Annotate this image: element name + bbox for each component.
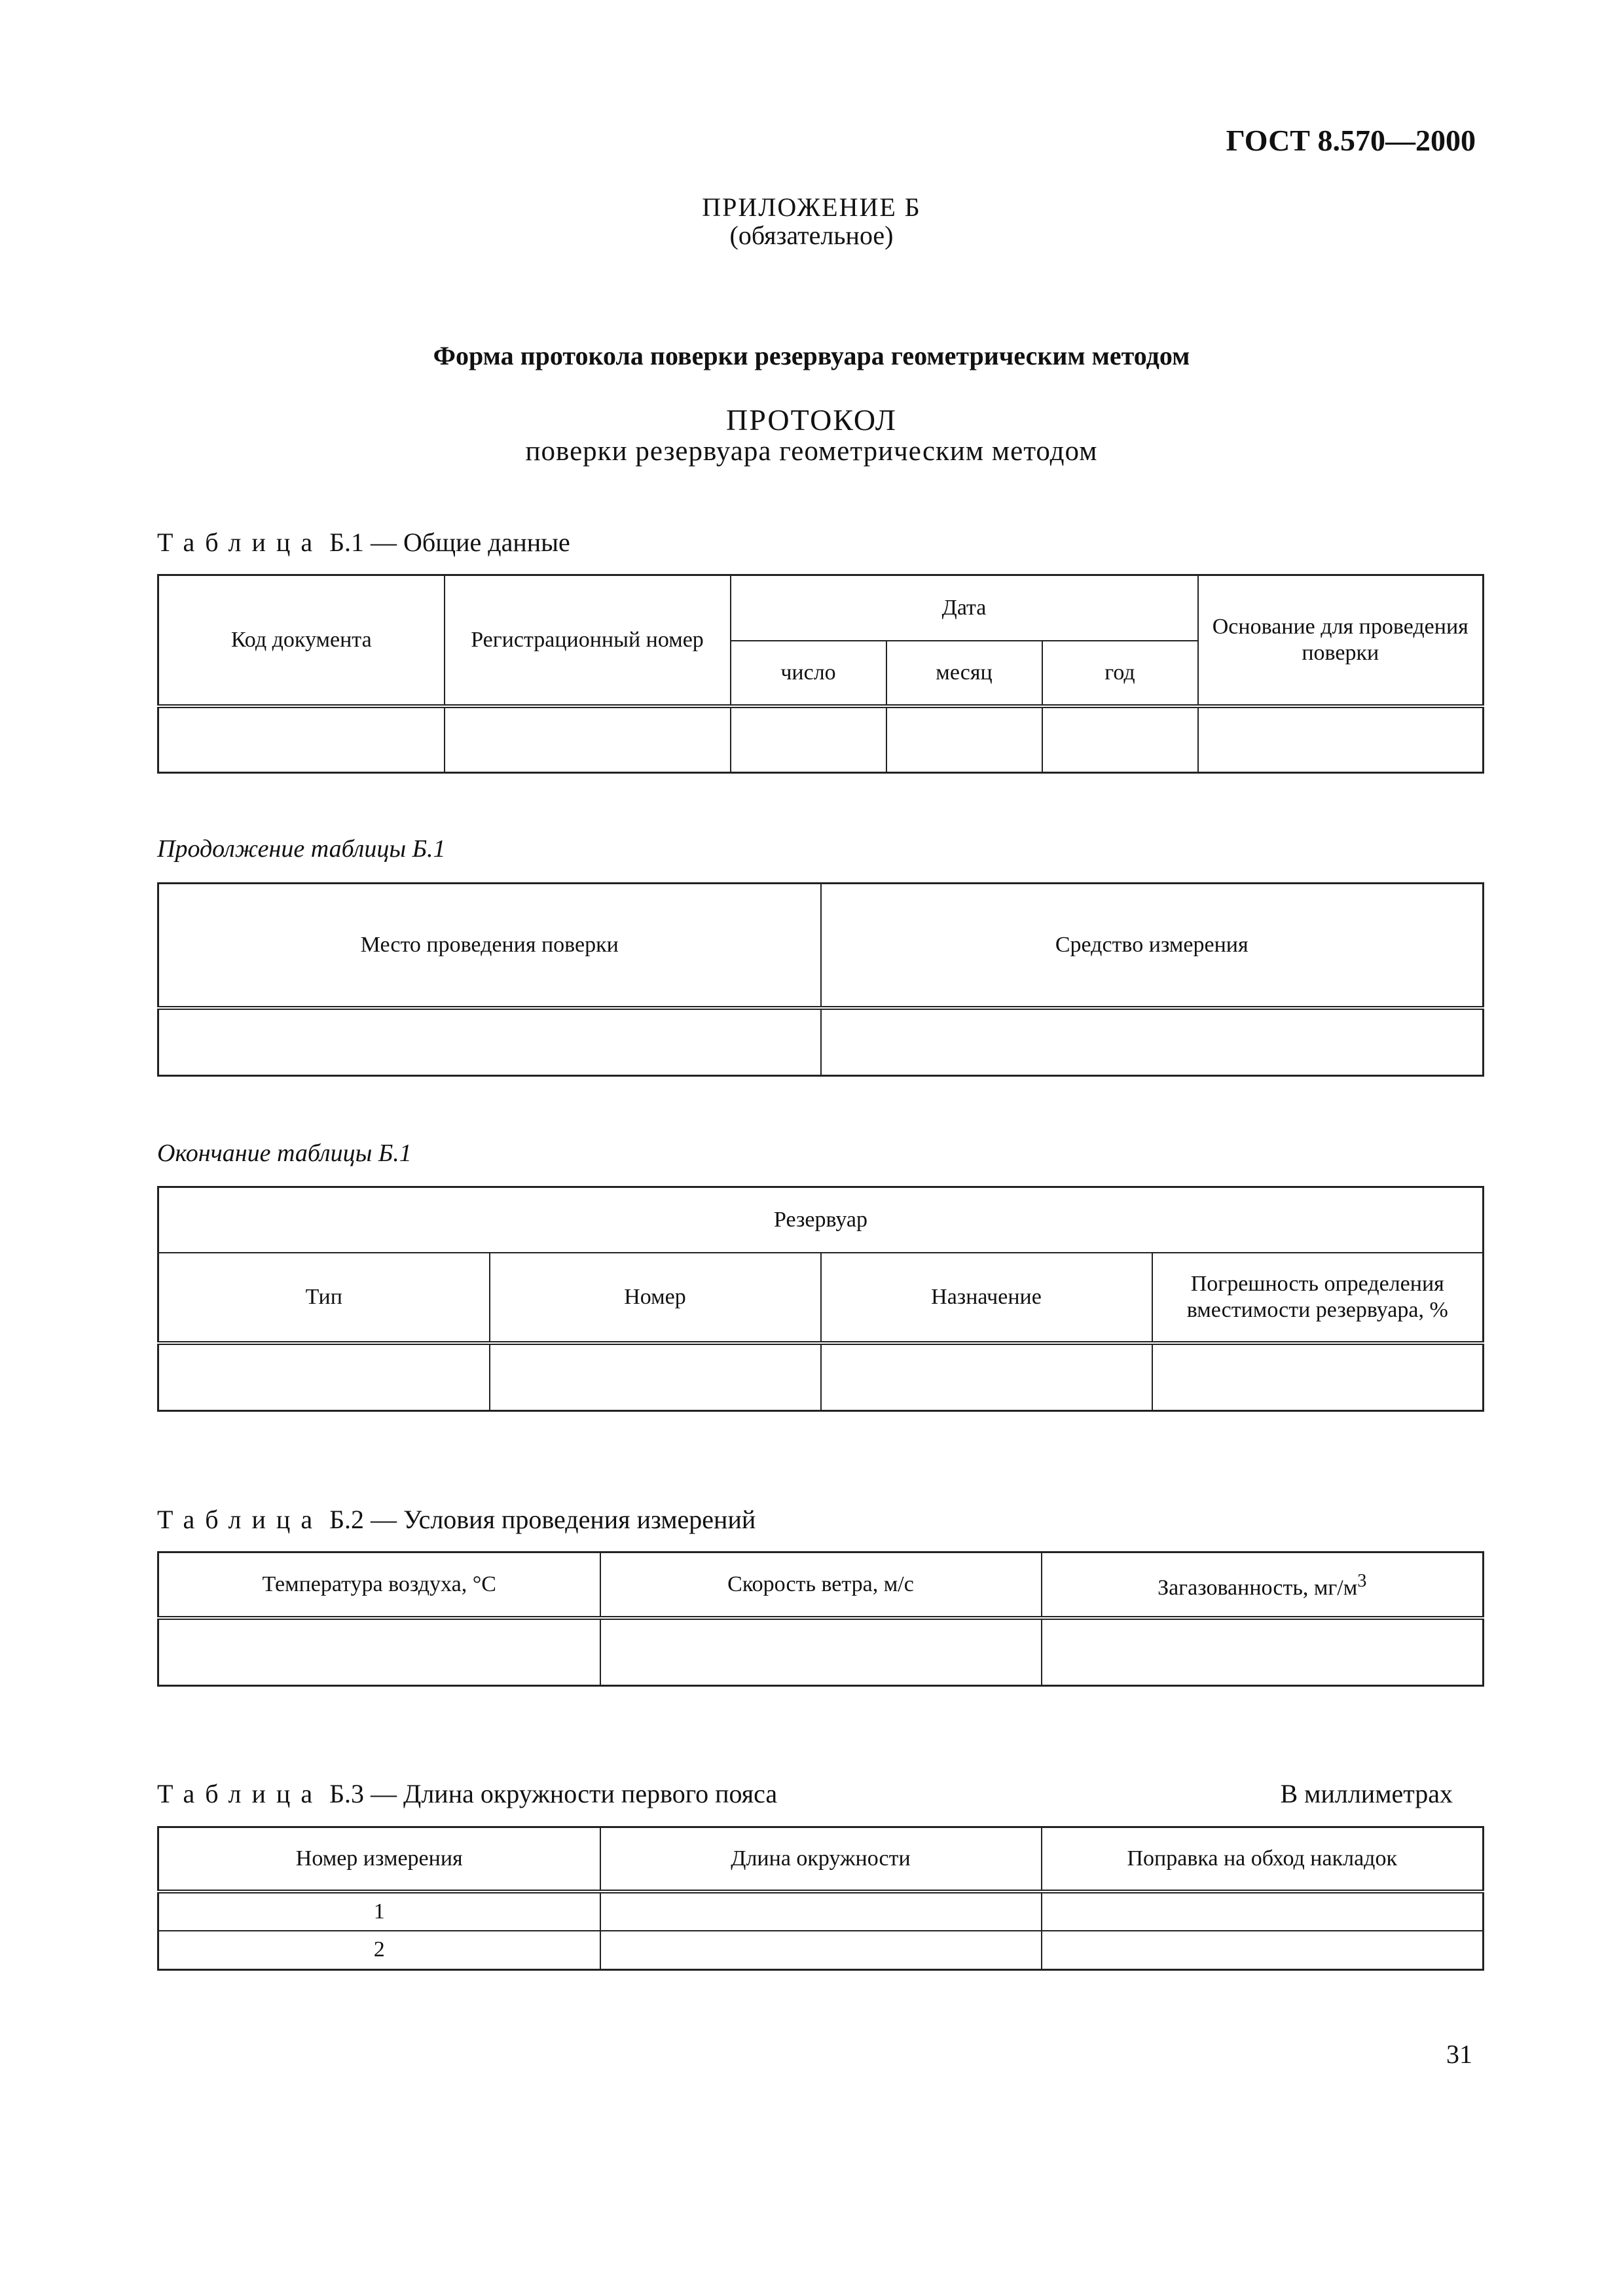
- table-b1-end-caption: Окончание таблицы Б.1: [157, 1139, 412, 1167]
- table-b3-units: В миллиметрах: [1280, 1779, 1453, 1808]
- table-row: [158, 1931, 1484, 1970]
- cell-error[interactable]: [1152, 1343, 1484, 1411]
- th-type: Тип: [158, 1253, 490, 1343]
- th-date: Дата: [731, 575, 1198, 641]
- th-doc-code: Код документа: [158, 575, 445, 706]
- form-title: Форма протокола поверки резервуара геометрическим методом: [433, 341, 1190, 370]
- table-b2-caption-word: Таблица: [157, 1505, 323, 1534]
- cell-basis[interactable]: [1198, 706, 1484, 773]
- th-wind: Скорость ветра, м/с: [600, 1552, 1042, 1618]
- th-gas: [1042, 1552, 1484, 1618]
- th-error: Погрешность определения вместимости резервуара, %: [1152, 1253, 1484, 1343]
- table-b2: [157, 1551, 1484, 1687]
- th-basis: Основание для проведения поверки: [1198, 575, 1484, 706]
- table-b3-caption-word: Таблица: [157, 1779, 323, 1808]
- table-b2-caption-text: Б.2 — Условия проведения измерений: [329, 1505, 756, 1534]
- annex-title: ПРИЛОЖЕНИЕ Б: [702, 192, 921, 222]
- cell-place[interactable]: [158, 1008, 821, 1076]
- protocol-title: ПРОТОКОЛ: [726, 403, 897, 437]
- cell-month[interactable]: [886, 706, 1042, 773]
- cell-doc-code[interactable]: [158, 706, 445, 773]
- table-b1-caption: [157, 527, 570, 558]
- th-instrument: Средство измерения: [821, 884, 1484, 1008]
- protocol-subtitle: поверки резервуара геометрическим методом: [525, 436, 1098, 467]
- th-month: месяц: [886, 641, 1042, 706]
- table-b1-caption-word: Таблица: [157, 528, 323, 557]
- cell-correction[interactable]: [1042, 1931, 1484, 1970]
- cell-circ[interactable]: [600, 1931, 1042, 1970]
- cell-gas[interactable]: [1042, 1618, 1484, 1686]
- table-b1-cont: [157, 882, 1484, 1077]
- standard-number: ГОСТ 8.570—2000: [1226, 124, 1476, 157]
- annex-subtitle: (обязательное): [729, 221, 894, 250]
- table-b2-caption: [157, 1504, 756, 1535]
- th-circ: Длина окружности: [600, 1827, 1042, 1892]
- cell-year[interactable]: [1042, 706, 1198, 773]
- cell-type[interactable]: [158, 1343, 490, 1411]
- table-row: [158, 1618, 1484, 1686]
- page-number: 31: [1446, 2039, 1472, 2069]
- table-b3-caption: [157, 1778, 777, 1809]
- table-row: [158, 1343, 1484, 1411]
- th-number: Номер: [490, 1253, 821, 1343]
- table-b1-cont-caption: Продолжение таблицы Б.1: [157, 835, 446, 863]
- table-b3: [157, 1826, 1484, 1971]
- table-row: [158, 706, 1484, 773]
- th-place: Место проведения поверки: [158, 884, 821, 1008]
- cell-number[interactable]: [490, 1343, 821, 1411]
- cell-instrument[interactable]: [821, 1008, 1484, 1076]
- cell-wind[interactable]: [600, 1618, 1042, 1686]
- table-b1-end: [157, 1186, 1484, 1412]
- th-gas-superscript: 3: [1357, 1570, 1367, 1591]
- cell-meas-no: 2: [158, 1931, 600, 1970]
- th-meas-no: Номер измерения: [158, 1827, 600, 1892]
- cell-reg-number[interactable]: [445, 706, 731, 773]
- cell-purpose[interactable]: [821, 1343, 1152, 1411]
- cell-air-temp[interactable]: [158, 1618, 600, 1686]
- th-day: число: [731, 641, 886, 706]
- cell-circ[interactable]: [600, 1892, 1042, 1931]
- th-purpose: Назначение: [821, 1253, 1152, 1343]
- th-tank: Резервуар: [158, 1187, 1484, 1253]
- table-row: [158, 1892, 1484, 1931]
- cell-day[interactable]: [731, 706, 886, 773]
- cell-meas-no: 1: [158, 1892, 600, 1931]
- th-reg-number: Регистрационный номер: [445, 575, 731, 706]
- table-b1: [157, 574, 1484, 774]
- th-air-temp: Температура воздуха, °С: [158, 1552, 600, 1618]
- table-b3-caption-text: Б.3 — Длина окружности первого пояса: [329, 1779, 778, 1808]
- table-b1-caption-text: Б.1 — Общие данные: [329, 528, 570, 557]
- th-correction: Поправка на обход накладок: [1042, 1827, 1484, 1892]
- table-row: [158, 1008, 1484, 1076]
- th-gas-label: Загазованность, мг/м: [1158, 1575, 1358, 1600]
- cell-correction[interactable]: [1042, 1892, 1484, 1931]
- th-year: год: [1042, 641, 1198, 706]
